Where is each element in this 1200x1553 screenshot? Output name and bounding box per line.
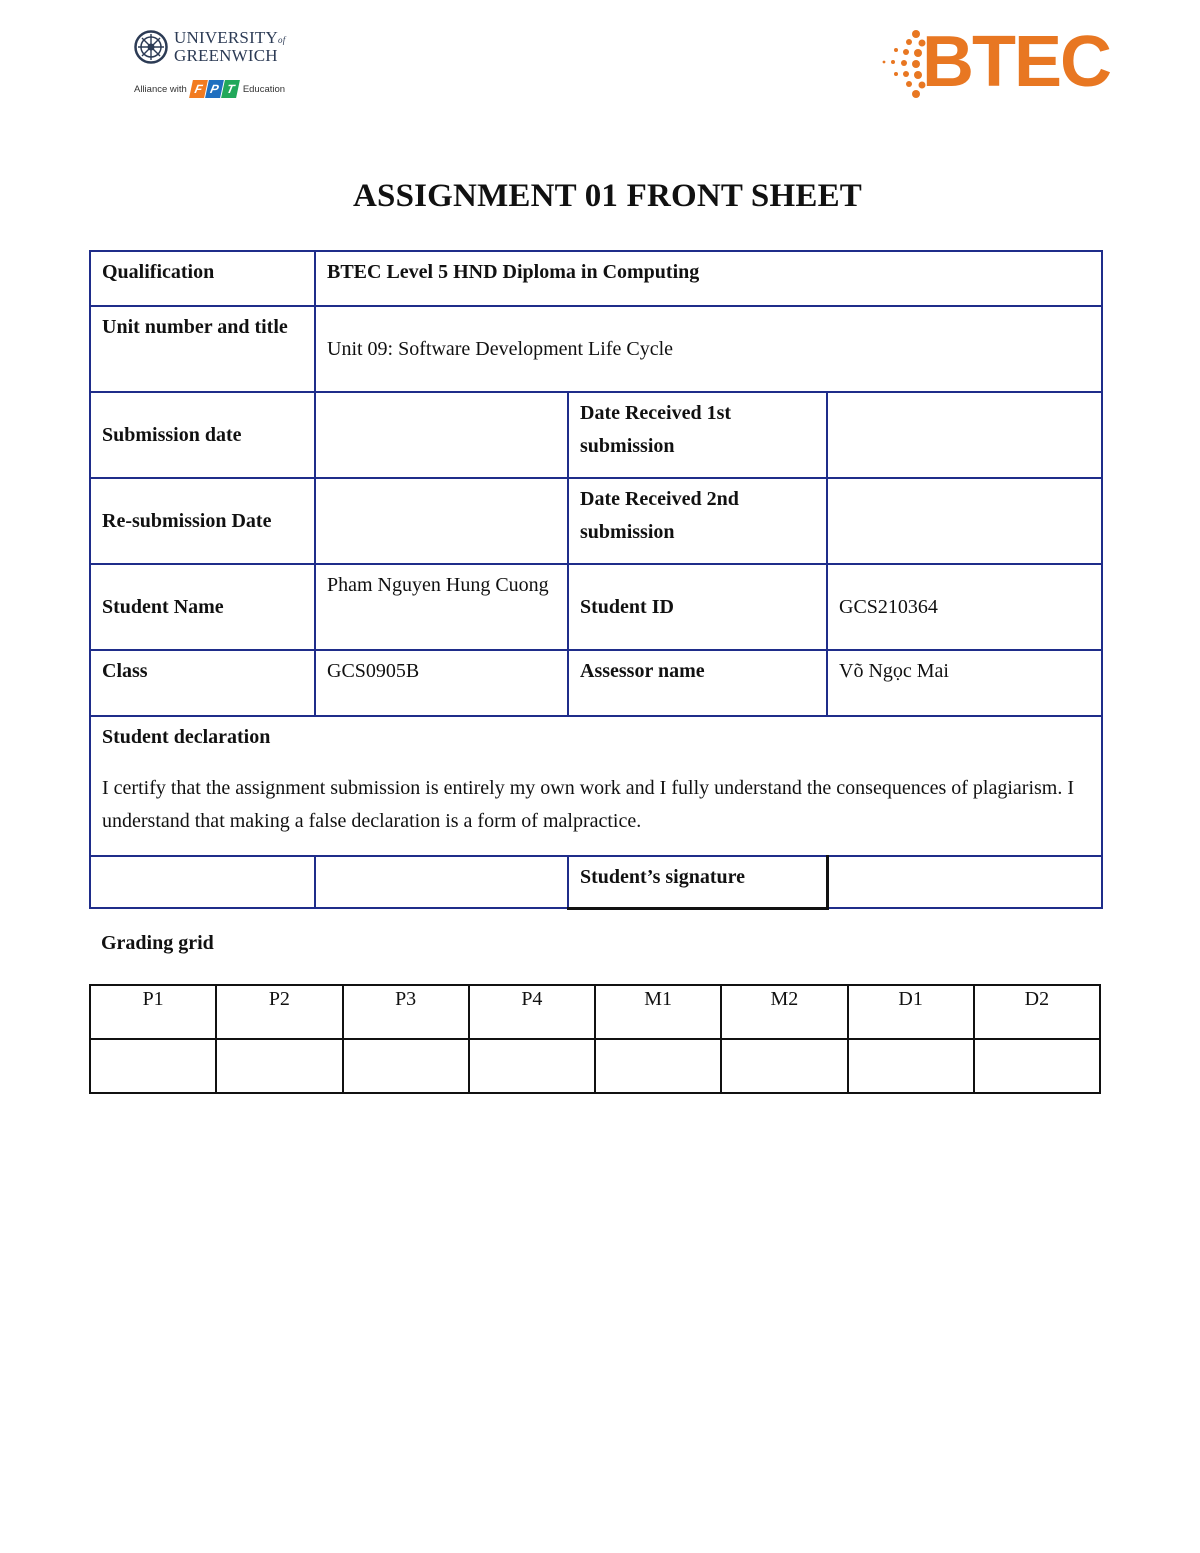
btec-wordmark: BTEC (922, 22, 1110, 102)
unit-label: Unit number and title (90, 306, 315, 392)
university-of-greenwich-logo (134, 30, 294, 112)
alliance-prefix: Alliance with (134, 83, 187, 95)
declaration-text: I certify that the assignment submission is entirely my own work and I fully understand the consequences of plagiarism. I understand that making a false declaration is a form of malpractice. (102, 777, 1075, 832)
grade-header-d1: D1 (848, 985, 974, 1039)
grade-header-p4: P4 (469, 985, 595, 1039)
resubmission-date-value (315, 478, 568, 564)
declaration-cell (90, 716, 1102, 856)
grade-value-m1 (595, 1039, 721, 1093)
date-received-2nd-value (827, 478, 1102, 564)
grade-header-p1: P1 (90, 985, 216, 1039)
declaration-title: Student declaration (102, 726, 271, 748)
greenwich-emblem-icon (134, 30, 168, 64)
grade-value-p1 (90, 1039, 216, 1093)
signature-blank-1 (90, 856, 315, 908)
student-name-value: Pham Nguyen Hung Cuong (315, 564, 568, 650)
student-name-label: Student Name (90, 564, 315, 650)
grade-value-p3 (343, 1039, 469, 1093)
grade-header-d2: D2 (974, 985, 1100, 1039)
grade-value-p4 (469, 1039, 595, 1093)
grade-header-m1: M1 (595, 985, 721, 1039)
resubmission-date-label: Re-submission Date (90, 478, 315, 564)
grading-header-row (90, 985, 1100, 1039)
date-received-1st-value (827, 392, 1102, 478)
student-row (90, 564, 1102, 650)
fpt-letter-t: T (221, 80, 240, 98)
grade-header-m2: M2 (721, 985, 847, 1039)
date-received-2nd-label: Date Received 2nd submission (568, 478, 827, 564)
university-name: UNIVERSITYof GREENWICH (174, 28, 286, 65)
resubmission-row (90, 478, 1102, 564)
student-id-label: Student ID (568, 564, 827, 650)
class-value: GCS0905B (315, 650, 568, 716)
unit-row (90, 306, 1102, 392)
student-id-value: GCS210364 (827, 564, 1102, 650)
qualification-value: BTEC Level 5 HND Diploma in Computing (315, 251, 1102, 306)
grading-grid-title: Grading grid (101, 932, 214, 954)
assessor-label: Assessor name (568, 650, 827, 716)
class-row (90, 650, 1102, 716)
class-label: Class (90, 650, 315, 716)
alliance-line (134, 80, 285, 98)
assessor-value: Võ Ngọc Mai (827, 650, 1102, 716)
grade-value-d1 (848, 1039, 974, 1093)
signature-row (90, 856, 1102, 908)
signature-blank-2 (315, 856, 568, 908)
date-received-1st-label: Date Received 1st submission (568, 392, 827, 478)
signature-value (827, 856, 1102, 908)
btec-dots-icon (878, 28, 928, 100)
qualification-label: Qualification (90, 251, 315, 306)
grading-value-row (90, 1039, 1100, 1093)
fpt-letter-p: P (205, 80, 224, 98)
grade-value-d2 (974, 1039, 1100, 1093)
page-title: ASSIGNMENT 01 FRONT SHEET (353, 178, 862, 214)
alliance-suffix: Education (242, 83, 286, 95)
signature-label: Student’s signature (568, 856, 827, 908)
front-sheet-table (89, 250, 1103, 910)
submission-row (90, 392, 1102, 478)
grade-header-p3: P3 (343, 985, 469, 1039)
fpt-logo (191, 80, 239, 98)
fpt-letter-f: F (189, 80, 208, 98)
submission-date-label: Submission date (90, 392, 315, 478)
grade-value-p2 (216, 1039, 342, 1093)
btec-logo (878, 22, 1110, 102)
unit-value: Unit 09: Software Development Life Cycle (315, 306, 1102, 392)
submission-date-value (315, 392, 568, 478)
declaration-row (90, 716, 1102, 856)
grade-value-m2 (721, 1039, 847, 1093)
qualification-row (90, 251, 1102, 306)
grade-header-p2: P2 (216, 985, 342, 1039)
grading-grid-table (89, 984, 1101, 1094)
